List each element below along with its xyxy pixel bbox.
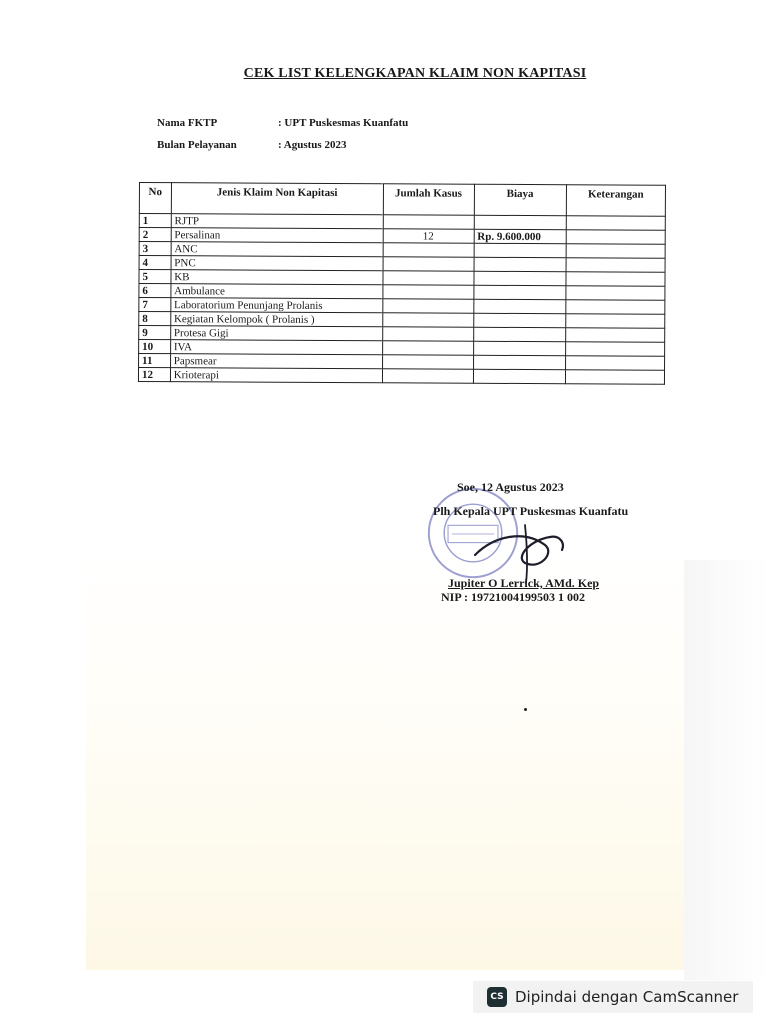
cell-no: 9 (139, 326, 171, 340)
cell-kasus (382, 369, 473, 383)
cell-biaya (473, 355, 565, 369)
cell-no: 6 (139, 284, 171, 298)
header-kasus: Jumlah Kasus (383, 184, 474, 215)
cell-biaya: Rp. 9.600.000 (474, 229, 566, 243)
cell-kasus (382, 341, 473, 355)
cell-no: 8 (139, 312, 171, 326)
cell-no: 1 (139, 214, 171, 228)
signature-name: Jupiter O Lerrick, AMd. Kep (448, 576, 600, 590)
cell-kasus (382, 355, 473, 369)
cell-biaya (474, 243, 566, 257)
camscanner-label: Dipindai dengan CamScanner (515, 988, 739, 1006)
cell-kasus (382, 285, 473, 299)
cell-keterangan (566, 258, 665, 273)
cell-jenis: RJTP (171, 214, 383, 229)
ink-speck (524, 708, 527, 711)
klaim-table (138, 182, 666, 385)
cell-kasus (383, 215, 474, 229)
cell-jenis: Krioterapi (170, 368, 382, 383)
cell-no: 10 (139, 340, 171, 354)
cell-kasus (383, 243, 474, 257)
cell-keterangan (566, 286, 665, 301)
cell-no: 11 (139, 354, 171, 368)
cell-kasus (382, 299, 473, 313)
cell-keterangan (565, 342, 664, 357)
cell-kasus (382, 327, 473, 341)
cell-no: 2 (139, 228, 171, 242)
cell-no: 12 (138, 368, 170, 382)
signature-position: Plh Kepala UPT Puskesmas Kuanfatu (433, 504, 629, 518)
cell-no: 4 (139, 256, 171, 270)
cell-jenis: IVA (170, 340, 382, 355)
camscanner-badge (473, 981, 753, 1013)
document-title: CEK LIST KELENGKAPAN KLAIM NON KAPITASI (243, 66, 587, 81)
cell-keterangan (566, 230, 665, 245)
cell-jenis: Ambulance (171, 284, 383, 299)
header-keterangan: Keterangan (566, 185, 665, 217)
cell-biaya (474, 271, 566, 285)
meta-label-fktp: Nama FKTP (157, 117, 218, 129)
cell-jenis: Persalinan (171, 228, 383, 243)
table-row (138, 368, 664, 385)
cell-biaya (473, 327, 565, 341)
cell-kasus (383, 271, 474, 285)
cell-jenis: Kegiatan Kelompok ( Prolanis ) (170, 312, 382, 327)
header-no: No (139, 183, 171, 214)
cell-keterangan (565, 328, 664, 343)
cell-biaya (474, 215, 566, 229)
table-header-row (139, 183, 665, 217)
cell-keterangan (565, 370, 664, 385)
cell-no: 5 (139, 270, 171, 284)
meta-value-bulan: : Agustus 2023 (278, 139, 347, 151)
page-edge-shadow (684, 560, 768, 980)
cell-biaya (473, 299, 565, 313)
camscanner-logo-icon: CS (487, 987, 507, 1007)
header-biaya: Biaya (474, 184, 566, 215)
cell-biaya (473, 341, 565, 355)
cell-keterangan (565, 314, 664, 329)
cell-keterangan (566, 272, 665, 287)
signature-place-date: Soe, 12 Agustus 2023 (457, 480, 564, 494)
cell-jenis: Laboratorium Penunjang Prolanis (171, 298, 383, 313)
signature-nip: NIP : 19721004199503 1 002 (441, 590, 585, 604)
signature-scribble-icon (470, 515, 570, 585)
cell-biaya (474, 285, 566, 299)
cell-keterangan (566, 300, 665, 315)
cell-keterangan (566, 216, 665, 231)
header-jenis: Jenis Klaim Non Kapitasi (171, 183, 383, 215)
cell-no: 7 (139, 298, 171, 312)
cell-no: 3 (139, 242, 171, 256)
cell-keterangan (566, 244, 665, 259)
cell-kasus (382, 313, 473, 327)
cell-biaya (474, 257, 566, 271)
meta-value-fktp: : UPT Puskesmas Kuanfatu (278, 117, 409, 129)
cell-biaya (473, 369, 565, 383)
cell-jenis: Papsmear (170, 354, 382, 369)
cell-jenis: KB (171, 270, 383, 285)
cell-biaya (473, 313, 565, 327)
cell-jenis: ANC (171, 242, 383, 257)
cell-kasus: 12 (383, 229, 474, 243)
cell-jenis: Protesa Gigi (170, 326, 382, 341)
cell-jenis: PNC (171, 256, 383, 271)
meta-label-bulan: Bulan Pelayanan (157, 139, 237, 151)
cell-kasus (383, 257, 474, 271)
cell-keterangan (565, 356, 664, 371)
